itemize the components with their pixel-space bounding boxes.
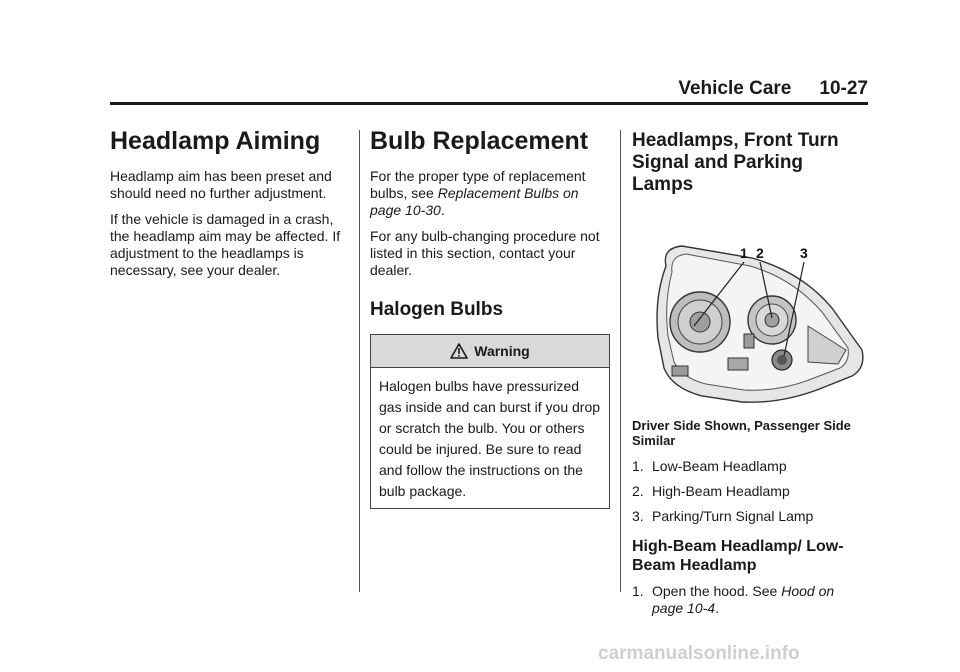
headlamps-title: Headlamps, Front Turn Signal and Parking Lamps bbox=[632, 130, 839, 195]
page-number: 10-27 bbox=[819, 78, 868, 99]
paragraph-text: For the proper type of replacement bulbs, see bbox=[370, 167, 586, 201]
headlamp-aiming-paragraph: If the vehicle is damaged in a crash, the headlamp aim may be affected. If adjustment to the headlamps is necessary, see your dealer. bbox=[110, 210, 341, 278]
page-header bbox=[640, 78, 868, 104]
headlamp-aiming-paragraph: Headlamp aim has been preset and should need no further adjustment. bbox=[110, 167, 332, 201]
list-number: 1. bbox=[632, 458, 644, 474]
list-number: 2. bbox=[632, 483, 644, 499]
bulb-replacement-title: Bulb Replacement bbox=[370, 127, 589, 155]
header-rule bbox=[110, 102, 868, 105]
section-title: Vehicle Care bbox=[678, 78, 792, 99]
warning-box bbox=[370, 334, 610, 509]
warning-triangle-icon bbox=[450, 343, 468, 359]
list-item bbox=[632, 458, 868, 475]
headlamp-assembly-illustration bbox=[632, 238, 868, 408]
bulb-replacement-paragraph: For any bulb-changing procedure not listed in this section, contact your dealer. bbox=[370, 227, 600, 278]
callout-2: 2 bbox=[756, 245, 764, 261]
figure-caption: Driver Side Shown, Passenger Side Similar bbox=[632, 418, 851, 448]
list-item bbox=[632, 508, 868, 525]
headlamp-figure bbox=[632, 238, 868, 408]
high-low-beam-title: High-Beam Headlamp/ Low-Beam Headlamp bbox=[632, 538, 844, 575]
callout-3: 3 bbox=[800, 245, 808, 261]
list-text: High-Beam Headlamp bbox=[652, 483, 790, 499]
column-bulb-replacement bbox=[370, 118, 610, 509]
list-text: Parking/Turn Signal Lamp bbox=[652, 508, 814, 524]
list-item bbox=[632, 483, 868, 500]
warning-title: Warning bbox=[474, 343, 530, 360]
column-divider bbox=[620, 130, 621, 592]
halogen-bulbs-title: Halogen Bulbs bbox=[370, 298, 504, 320]
step-text-main: Open the hood. See bbox=[652, 583, 782, 600]
callout-1: 1 bbox=[740, 245, 748, 261]
watermark: carmanualsonline.info bbox=[598, 643, 800, 664]
step-item bbox=[632, 583, 868, 617]
step-text-end: . bbox=[715, 600, 719, 617]
hood-link[interactable]: Hood on page 10-4 bbox=[652, 583, 835, 617]
warning-header bbox=[371, 335, 609, 368]
column-divider bbox=[359, 130, 360, 592]
column-headlamp-aiming bbox=[110, 118, 350, 288]
paragraph-text: . bbox=[440, 201, 445, 218]
replacement-bulbs-link[interactable]: Replacement Bulbs on page 10-30 bbox=[370, 184, 579, 218]
column-headlamps bbox=[632, 118, 868, 617]
list-number: 3. bbox=[632, 508, 644, 524]
list-text: Low-Beam Headlamp bbox=[652, 458, 787, 474]
warning-body: Halogen bulbs have pressurized gas inside and can burst if you drop or scratch the bulb. You or others could be injured. Be sure to read and follow the instructions on the bulb package. bbox=[379, 378, 601, 500]
step-number: 1. bbox=[632, 583, 644, 600]
bulb-replacement-paragraph bbox=[370, 168, 610, 219]
headlamp-aiming-title: Headlamp Aiming bbox=[110, 127, 321, 155]
step-text bbox=[652, 583, 868, 617]
